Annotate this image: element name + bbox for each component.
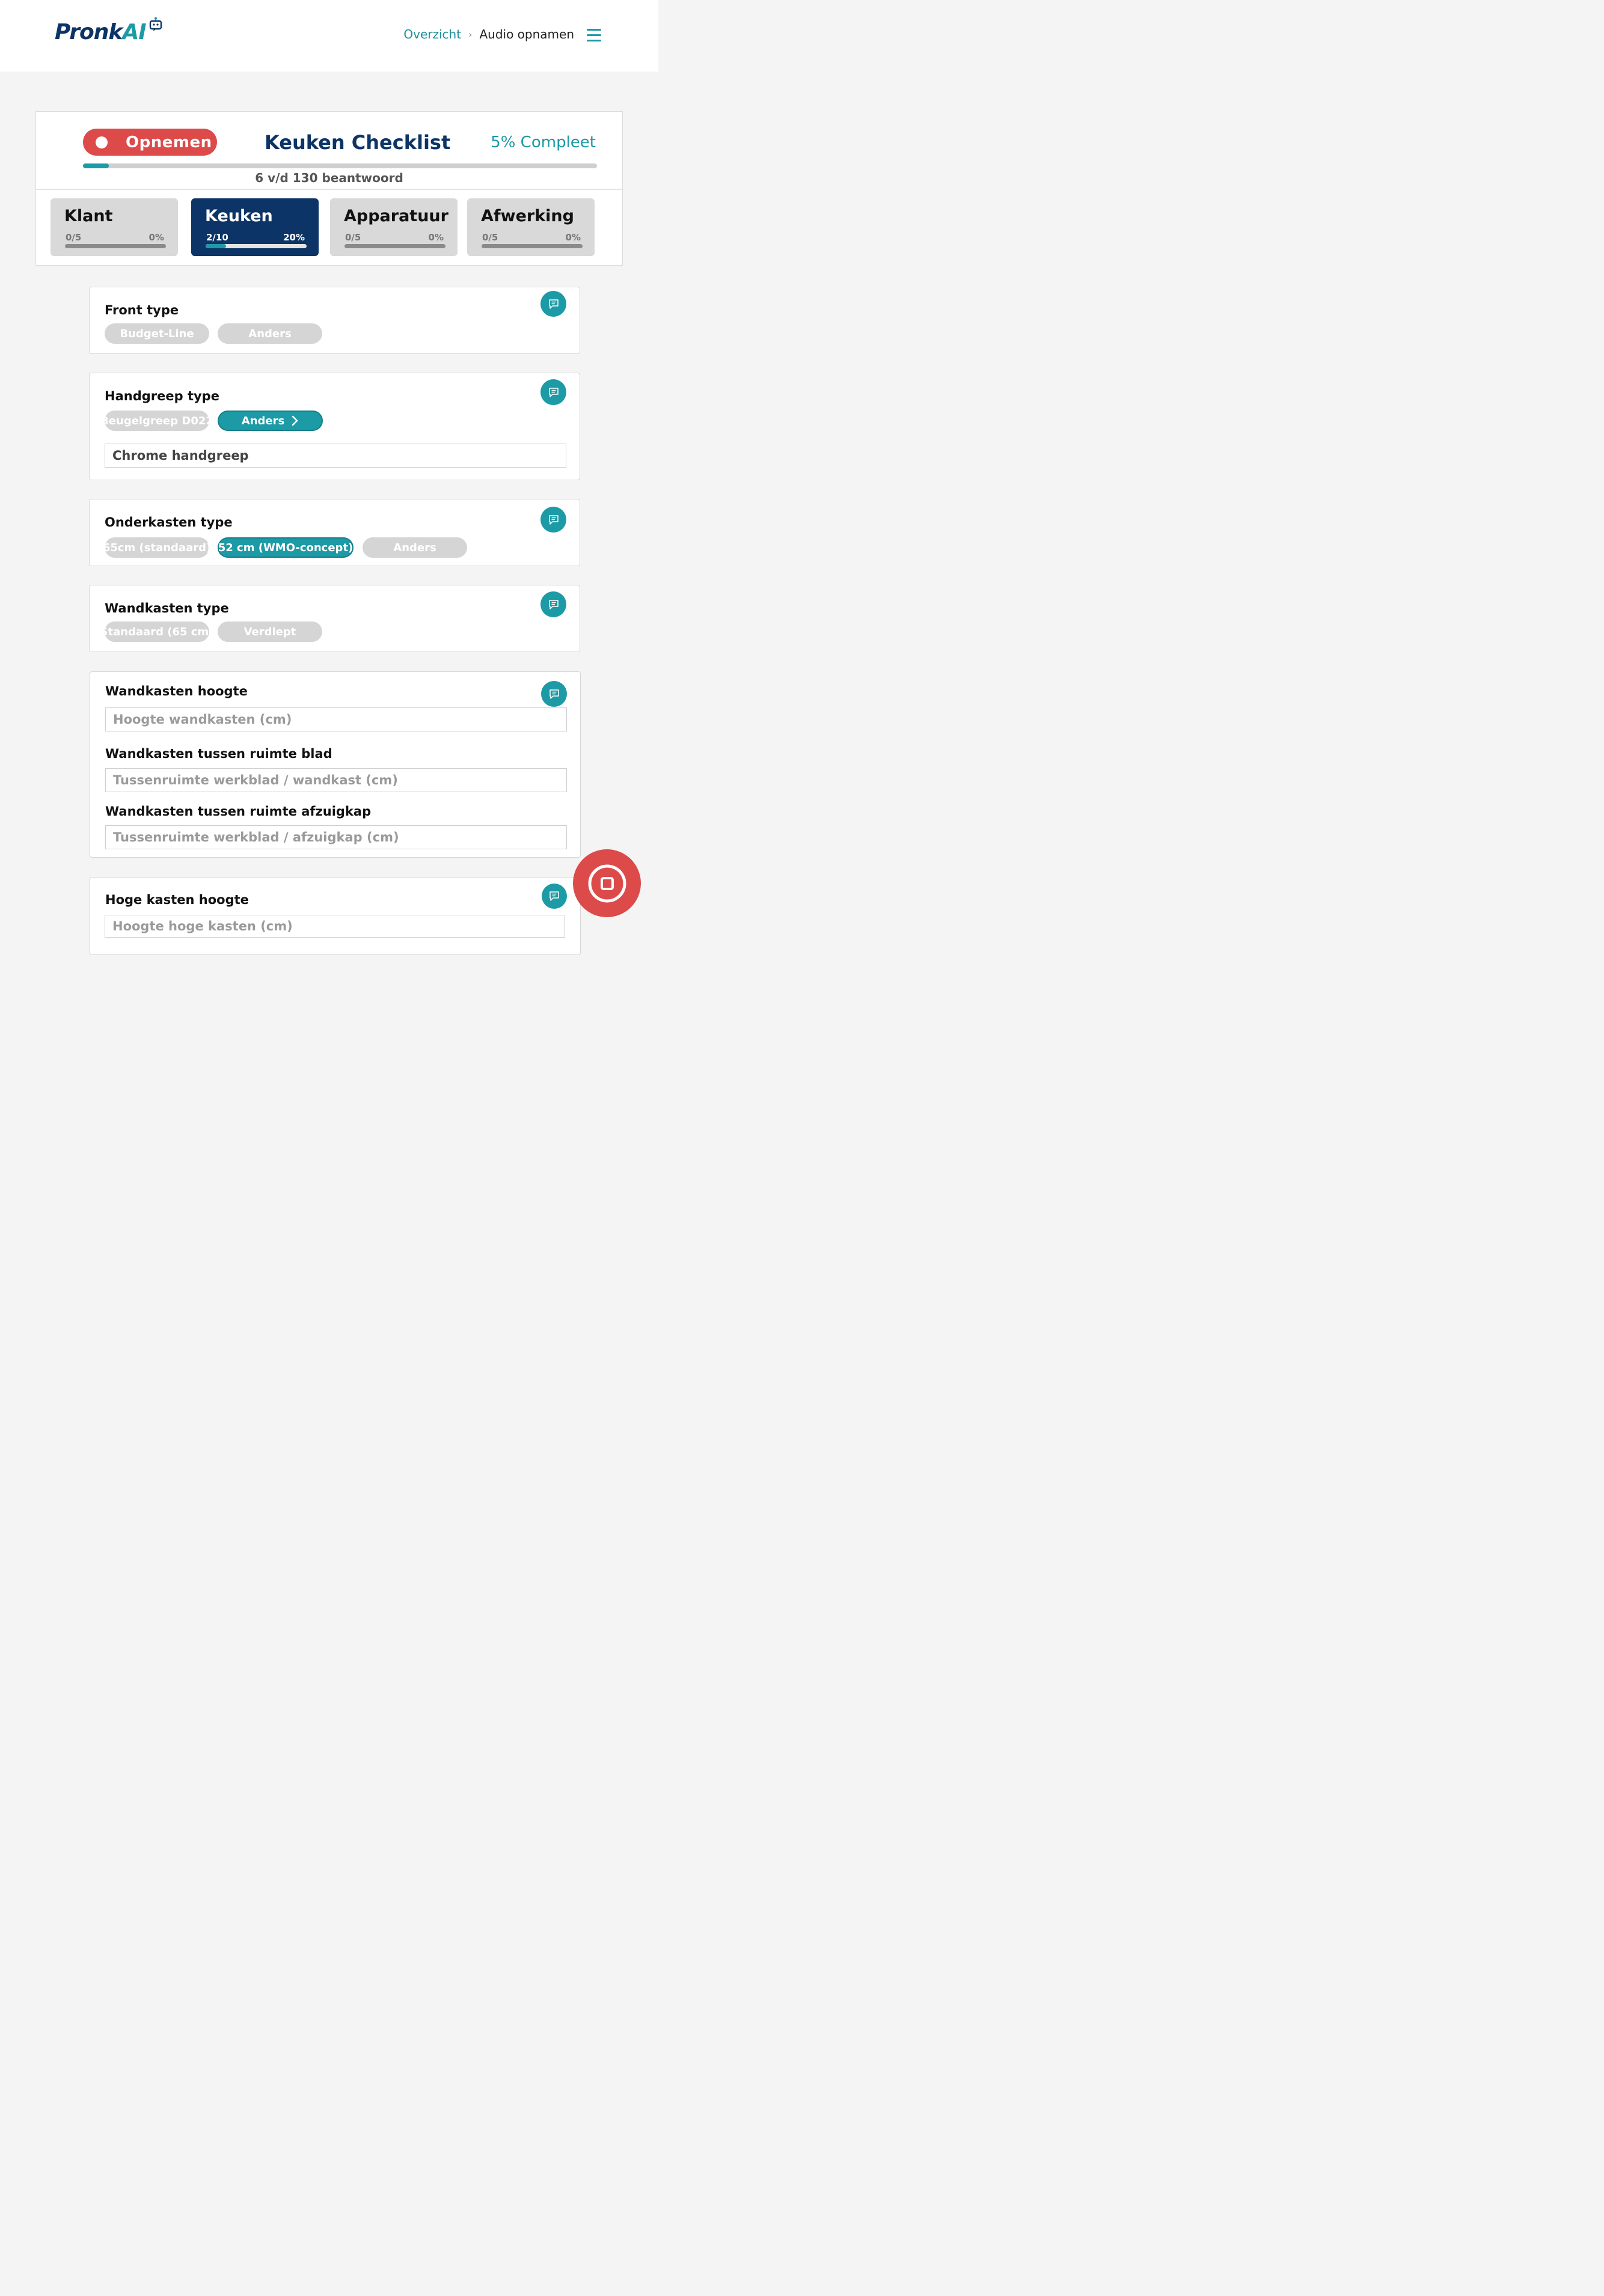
question-title: Wandkasten hoogte (105, 684, 248, 698)
tab-label: Keuken (205, 207, 273, 225)
note-icon[interactable] (540, 291, 566, 317)
hamburger-icon[interactable] (587, 28, 601, 42)
note-icon[interactable] (540, 591, 566, 617)
robot-icon (148, 17, 164, 32)
record-button-label: Opnemen (126, 133, 212, 151)
wandkasten-hoogte-input[interactable]: Hoogte wandkasten (cm) (105, 707, 567, 731)
panel-divider (36, 189, 622, 190)
question-subtitle: Wandkasten tussen ruimte blad (105, 747, 332, 761)
question-card-front-type (89, 287, 580, 354)
tab-progress-fill (206, 244, 226, 248)
breadcrumb-overzicht-link[interactable]: Overzicht (403, 27, 462, 41)
tab-label: Afwerking (481, 207, 574, 225)
note-icon[interactable] (542, 884, 567, 909)
option-chip[interactable]: 65cm (standaard) (105, 537, 209, 558)
option-chip[interactable]: Anders (363, 537, 467, 558)
breadcrumb (403, 27, 574, 41)
note-icon[interactable] (540, 507, 566, 533)
tab-apparatuur[interactable] (330, 198, 458, 256)
checklist-title: Keuken Checklist (265, 131, 451, 154)
question-title: Wandkasten type (105, 601, 229, 615)
tab-afwerking[interactable] (467, 198, 595, 256)
tab-percent: 0% (148, 232, 164, 243)
logo-text-primary: Pronk (55, 20, 123, 44)
tab-label: Apparatuur (344, 207, 448, 225)
record-button[interactable] (83, 129, 217, 156)
option-chip[interactable]: Verdiept (218, 621, 322, 642)
question-card-wandkasten-type (89, 585, 580, 652)
overall-progress-bar (83, 163, 597, 168)
question-card-hoge-kasten-hoogte (90, 877, 581, 955)
option-chip-selected[interactable]: 52 cm (WMO-concept) (218, 537, 354, 558)
tussenruimte-afzuigkap-input[interactable]: Tussenruimte werkblad / afzuigkap (cm) (105, 825, 567, 849)
tab-progress-bar (65, 244, 166, 248)
answered-count: 6 v/d 130 beantwoord (255, 171, 403, 185)
handgreep-anders-input[interactable]: Chrome handgreep (105, 444, 566, 468)
option-chip[interactable]: Standaard (65 cm) (105, 621, 209, 642)
option-chip[interactable]: Anders (218, 323, 322, 344)
tab-count: 0/5 (482, 232, 498, 243)
question-title: Front type (105, 303, 179, 317)
option-chip-selected[interactable] (218, 411, 323, 431)
tab-percent: 0% (428, 232, 444, 243)
option-chip[interactable]: Beugelgreep D022 (105, 411, 209, 431)
app-header (0, 0, 658, 72)
pronkai-logo[interactable] (55, 18, 164, 48)
question-subtitle: Wandkasten tussen ruimte afzuigkap (105, 804, 372, 819)
question-card-wandkasten-hoogte (90, 671, 581, 858)
tussenruimte-blad-input[interactable]: Tussenruimte werkblad / wandkast (cm) (105, 768, 567, 792)
record-dot-icon (96, 136, 108, 148)
stop-recording-button[interactable] (573, 849, 641, 917)
tab-count: 2/10 (206, 232, 228, 243)
question-title: Hoge kasten hoogte (105, 893, 249, 907)
chevron-right-icon (292, 415, 299, 426)
question-title: Onderkasten type (105, 515, 233, 530)
question-title: Handgreep type (105, 389, 219, 403)
note-icon[interactable] (541, 681, 567, 707)
option-chip[interactable]: Budget-Line (105, 323, 209, 344)
tab-progress-bar (206, 244, 307, 248)
tab-label: Klant (64, 207, 113, 225)
tab-percent: 0% (565, 232, 581, 243)
tab-count: 0/5 (66, 232, 82, 243)
overall-progress-fill (83, 163, 109, 168)
tab-percent: 20% (283, 232, 305, 243)
hoge-kasten-hoogte-input[interactable]: Hoogte hoge kasten (cm) (105, 915, 565, 938)
tab-count: 0/5 (345, 232, 361, 243)
tab-progress-bar (482, 244, 583, 248)
checklist-panel (35, 111, 623, 266)
question-card-handgreep-type (89, 373, 580, 480)
logo-text-accent: AI (122, 20, 146, 44)
tab-keuken[interactable] (191, 198, 319, 256)
note-icon[interactable] (540, 379, 566, 405)
question-card-onderkasten-type (89, 499, 580, 566)
tab-klant[interactable] (51, 198, 178, 256)
option-chip-label: Anders (241, 414, 285, 427)
tab-progress-bar (344, 244, 445, 248)
stop-icon (587, 864, 627, 903)
completion-label: 5% Compleet (491, 133, 596, 151)
breadcrumb-current: Audio opnamen (479, 27, 574, 41)
breadcrumb-separator: › (468, 28, 473, 40)
